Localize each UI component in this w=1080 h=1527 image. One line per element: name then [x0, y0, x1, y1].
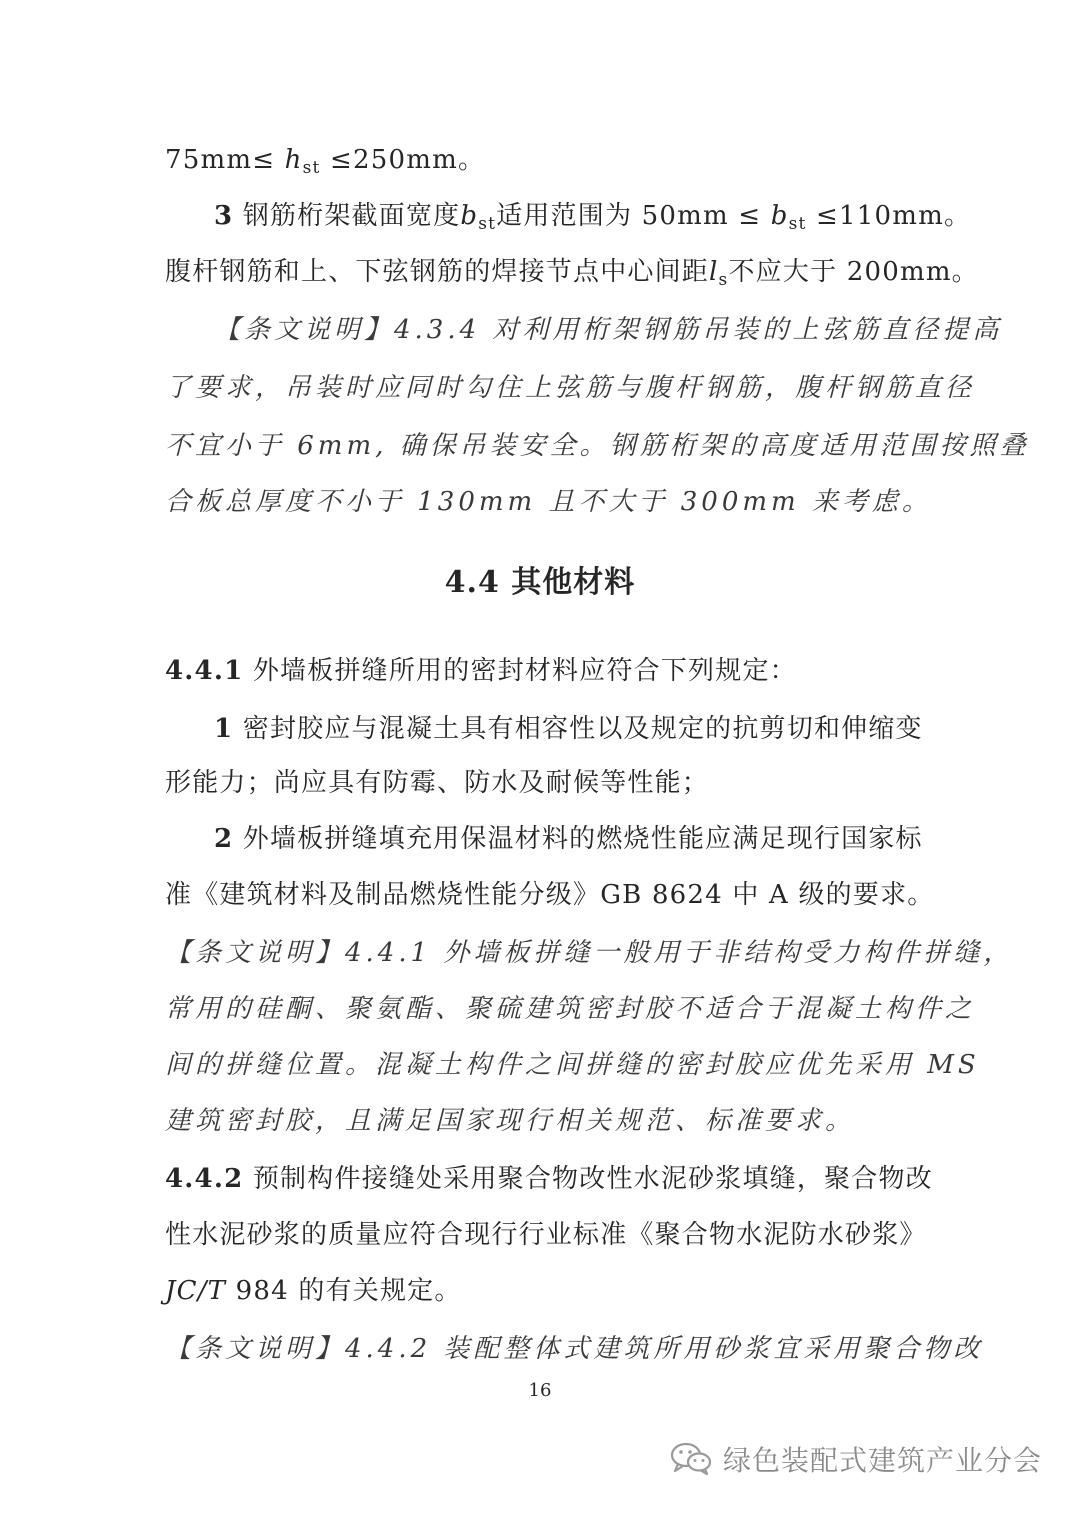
clause-4-4-1: 4.4.1 外墙板拼缝所用的密封材料应符合下列规定：	[165, 656, 797, 686]
commentary-line-2: 了要求，吊装时应同时勾住上弦筋与腹杆钢筋，腹杆钢筋直径	[165, 373, 976, 403]
text-line-3: 腹杆钢筋和上、下弦钢筋的焊接节点中心间距$l_s$不应大于 200mm。	[165, 257, 979, 290]
clause-4-4-2: 4.4.2 预制构件接缝处采用聚合物改性水泥砂浆填缝，聚合物改	[165, 1164, 933, 1194]
commentary-line-9: 【条文说明】4.4.2 装配整体式建筑所用砂浆宜采用聚合物改	[165, 1334, 984, 1364]
commentary-line-3: 不宜小于 6mm, 确保吊装安全。钢筋桁架的高度适用范围按照叠	[165, 431, 1030, 461]
commentary-line-1: 【条文说明】4.3.4 对利用桁架钢筋吊装的上弦筋直径提高	[214, 315, 1003, 345]
commentary-line-5: 【条文说明】4.4.1 外墙板拼缝一般用于非结构受力构件拼缝，	[165, 938, 1014, 968]
watermark-text: 绿色装配式建筑产业分会	[722, 1444, 1042, 1477]
page-number: 16	[528, 1380, 552, 1401]
item-1-line-1: 1 密封胶应与混凝土具有相容性以及规定的抗剪切和伸缩变	[214, 714, 923, 744]
item-2-line-2: 准《建筑材料及制品燃烧性能分级》GB 8624 中 A 级的要求。	[165, 880, 935, 910]
item-2-line-1: 2 外墙板拼缝填充用保温材料的燃烧性能应满足现行国家标	[214, 824, 923, 854]
item-1-line-2: 形能力；尚应具有防霉、防水及耐候等性能；	[165, 768, 710, 798]
watermark	[669, 1437, 1042, 1481]
text-line-2: 3 钢筋桁架截面宽度$b_{st}$适用范围为 $50mm \le b_{st} \le 110mm$。	[214, 201, 972, 234]
clause-4-4-2-line-3: JC/T 984 的有关规定。	[165, 1276, 462, 1306]
commentary-line-8: 建筑密封胶，且满足国家现行相关规范、标准要求。	[165, 1106, 856, 1136]
commentary-line-4: 合板总厚度不小于 130mm 且不大于 300mm 来考虑。	[165, 487, 932, 517]
text-line-1: $75mm\le h_{st} \le 250mm$。	[165, 145, 486, 178]
commentary-line-7: 间的拼缝位置。混凝土构件之间拼缝的密封胶应优先采用 MS	[165, 1050, 980, 1080]
clause-4-4-2-line-2: 性水泥砂浆的质量应符合现行行业标准《聚合物水泥防水砂浆》	[165, 1220, 927, 1250]
section-heading: 4.4 其他材料	[444, 565, 636, 600]
wechat-icon	[669, 1441, 713, 1477]
commentary-line-6: 常用的硅酮、聚氨酯、聚硫建筑密封胶不适合于混凝土构件之	[165, 994, 976, 1024]
